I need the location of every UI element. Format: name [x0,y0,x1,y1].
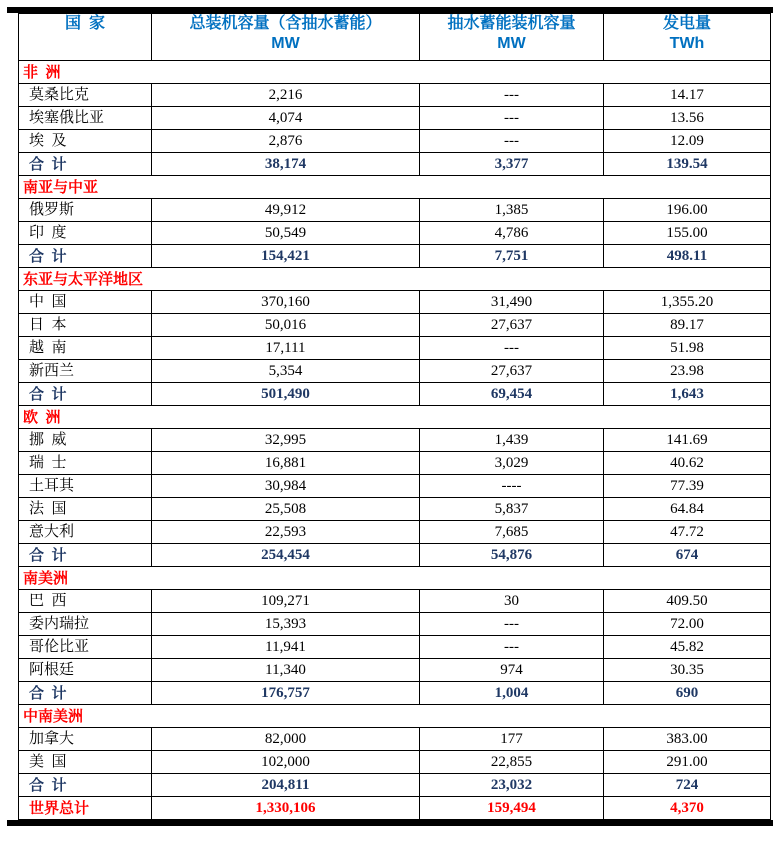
total-capacity-value: 50,016 [152,314,420,337]
pumped-storage-value: --- [420,130,604,153]
generation-subtotal: 498.11 [604,245,771,268]
world-pumped-storage: 159,494 [420,797,604,820]
country-name: 委内瑞拉 [19,613,152,636]
total-capacity-value: 49,912 [152,199,420,222]
header-pumped-storage-unit: MW [497,35,526,52]
pumped-storage-value: 5,837 [420,498,604,521]
region-label: 中南美洲 [19,705,771,728]
pumped-storage-subtotal: 23,032 [420,774,604,797]
country-name: 莫桑比克 [19,84,152,107]
generation-value: 196.00 [604,199,771,222]
generation-value: 383.00 [604,728,771,751]
total-label: 合 计 [19,245,152,268]
country-name: 阿根廷 [19,659,152,682]
total-capacity-value: 50,549 [152,222,420,245]
world-generation: 4,370 [604,797,771,820]
country-name: 土耳其 [19,475,152,498]
country-row [19,199,771,222]
pumped-storage-value: 974 [420,659,604,682]
pumped-storage-value: --- [420,613,604,636]
pumped-storage-value: --- [420,107,604,130]
header-pumped-storage-label: 抽水蓄能装机容量 [447,15,576,32]
country-row [19,222,771,245]
country-name: 意大利 [19,521,152,544]
generation-value: 141.69 [604,429,771,452]
country-row [19,590,771,613]
generation-value: 89.17 [604,314,771,337]
header-pumped-storage [420,14,604,61]
total-capacity-value: 2,216 [152,84,420,107]
generation-value: 23.98 [604,360,771,383]
region-row [19,406,771,429]
total-capacity-value: 109,271 [152,590,420,613]
country-name: 哥伦比亚 [19,636,152,659]
pumped-storage-subtotal: 1,004 [420,682,604,705]
total-capacity-value: 32,995 [152,429,420,452]
pumped-storage-value: 27,637 [420,360,604,383]
country-row [19,613,771,636]
country-name: 中 国 [19,291,152,314]
total-capacity-value: 11,340 [152,659,420,682]
country-row [19,130,771,153]
generation-subtotal: 674 [604,544,771,567]
world-total-row [19,797,771,820]
country-row [19,728,771,751]
total-capacity-value: 16,881 [152,452,420,475]
region-total-row [19,153,771,176]
region-label: 南美洲 [19,567,771,590]
pumped-storage-value: 4,786 [420,222,604,245]
country-name: 瑞 士 [19,452,152,475]
header-total-capacity-unit: MW [271,35,300,52]
country-row [19,475,771,498]
region-label: 东亚与太平洋地区 [19,268,771,291]
country-name: 日 本 [19,314,152,337]
generation-value: 40.62 [604,452,771,475]
region-row [19,705,771,728]
country-name: 挪 威 [19,429,152,452]
generation-value: 12.09 [604,130,771,153]
generation-subtotal: 1,643 [604,383,771,406]
pumped-storage-subtotal: 54,876 [420,544,604,567]
total-capacity-value: 4,074 [152,107,420,130]
country-row [19,498,771,521]
generation-value: 64.84 [604,498,771,521]
total-capacity-value: 2,876 [152,130,420,153]
world-total-capacity: 1,330,106 [152,797,420,820]
total-capacity-value: 25,508 [152,498,420,521]
total-capacity-value: 11,941 [152,636,420,659]
pumped-storage-value: ---- [420,475,604,498]
header-total-capacity-label: 总装机容量（含抽水蓄能） [189,15,382,32]
table-body [19,61,771,820]
header-generation-unit: TWh [669,35,705,52]
total-capacity-value: 17,111 [152,337,420,360]
country-row [19,291,771,314]
generation-value: 155.00 [604,222,771,245]
country-row [19,659,771,682]
total-label: 合 计 [19,774,152,797]
generation-value: 30.35 [604,659,771,682]
pumped-storage-value: 1,385 [420,199,604,222]
header-row [19,14,771,61]
region-row [19,61,771,84]
country-row [19,751,771,774]
country-name: 印 度 [19,222,152,245]
total-label: 合 计 [19,153,152,176]
header-generation-label: 发电量 [662,15,711,32]
total-label: 合 计 [19,544,152,567]
country-row [19,521,771,544]
header-total-capacity [152,14,420,61]
generation-subtotal: 139.54 [604,153,771,176]
total-label: 合 计 [19,383,152,406]
country-name: 法 国 [19,498,152,521]
pumped-storage-subtotal: 7,751 [420,245,604,268]
region-total-row [19,682,771,705]
country-name: 埃塞俄比亚 [19,107,152,130]
region-total-row [19,245,771,268]
generation-value: 13.56 [604,107,771,130]
country-row [19,314,771,337]
total-capacity-subtotal: 501,490 [152,383,420,406]
country-row [19,84,771,107]
total-capacity-subtotal: 154,421 [152,245,420,268]
region-label: 欧 洲 [19,406,771,429]
region-row [19,567,771,590]
header-country-label: 国 家 [64,15,105,32]
total-capacity-value: 15,393 [152,613,420,636]
country-row [19,107,771,130]
country-name: 俄罗斯 [19,199,152,222]
pumped-storage-value: --- [420,636,604,659]
generation-value: 409.50 [604,590,771,613]
generation-value: 1,355.20 [604,291,771,314]
region-total-row [19,544,771,567]
total-capacity-subtotal: 254,454 [152,544,420,567]
region-label: 非 洲 [19,61,771,84]
pumped-storage-value: 177 [420,728,604,751]
generation-value: 291.00 [604,751,771,774]
total-capacity-subtotal: 176,757 [152,682,420,705]
total-capacity-subtotal: 38,174 [152,153,420,176]
header-country [19,14,152,61]
total-capacity-value: 30,984 [152,475,420,498]
country-row [19,452,771,475]
total-label: 合 计 [19,682,152,705]
pumped-storage-value: 30 [420,590,604,613]
total-capacity-value: 82,000 [152,728,420,751]
country-row [19,360,771,383]
table-header [19,14,771,61]
generation-value: 51.98 [604,337,771,360]
generation-value: 77.39 [604,475,771,498]
generation-value: 14.17 [604,84,771,107]
country-row [19,429,771,452]
generation-value: 47.72 [604,521,771,544]
pumped-storage-value: 22,855 [420,751,604,774]
total-capacity-value: 370,160 [152,291,420,314]
total-capacity-value: 102,000 [152,751,420,774]
region-total-row [19,383,771,406]
country-row [19,636,771,659]
total-capacity-subtotal: 204,811 [152,774,420,797]
generation-value: 45.82 [604,636,771,659]
country-name: 加拿大 [19,728,152,751]
total-capacity-value: 22,593 [152,521,420,544]
pumped-storage-value: 27,637 [420,314,604,337]
region-label: 南亚与中亚 [19,176,771,199]
pumped-storage-value: --- [420,84,604,107]
pumped-storage-value: 3,029 [420,452,604,475]
country-name: 越 南 [19,337,152,360]
region-row [19,176,771,199]
pumped-storage-value: 7,685 [420,521,604,544]
country-name: 埃 及 [19,130,152,153]
pumped-storage-value: 1,439 [420,429,604,452]
pumped-storage-value: --- [420,337,604,360]
bottom-thick-rule [7,820,773,826]
hydropower-capacity-table [18,13,771,820]
generation-subtotal: 690 [604,682,771,705]
country-name: 美 国 [19,751,152,774]
pumped-storage-value: 31,490 [420,291,604,314]
pumped-storage-subtotal: 69,454 [420,383,604,406]
total-capacity-value: 5,354 [152,360,420,383]
region-total-row [19,774,771,797]
region-row [19,268,771,291]
header-generation [604,14,771,61]
generation-value: 72.00 [604,613,771,636]
country-name: 新西兰 [19,360,152,383]
pumped-storage-subtotal: 3,377 [420,153,604,176]
world-total-label: 世界总计 [19,797,152,820]
country-row [19,337,771,360]
generation-subtotal: 724 [604,774,771,797]
country-name: 巴 西 [19,590,152,613]
